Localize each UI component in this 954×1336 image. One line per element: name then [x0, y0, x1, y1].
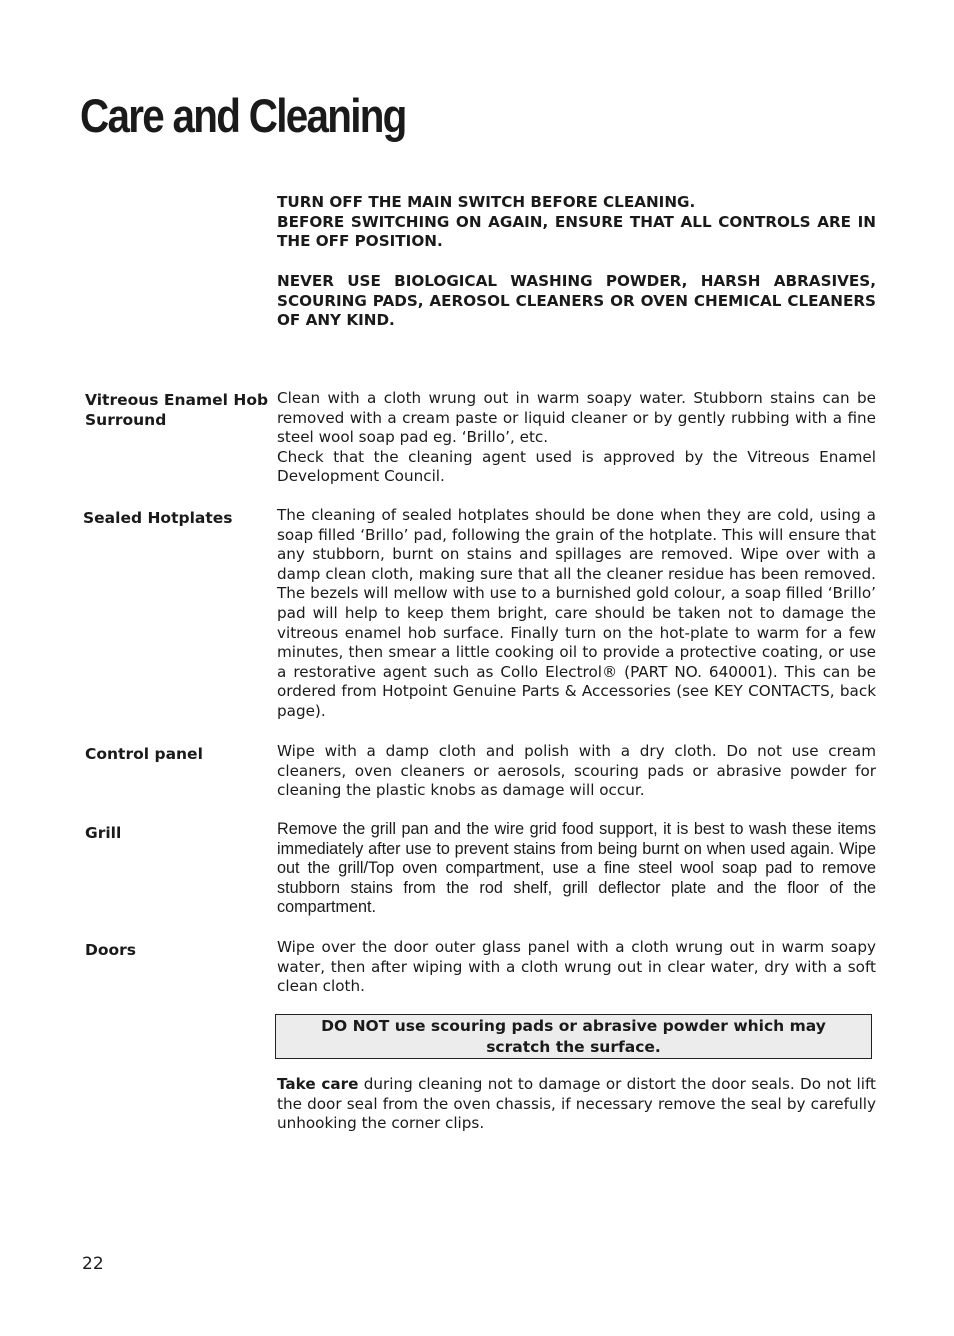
label-grill: Grill	[85, 824, 122, 842]
text-vitreous-enamel	[277, 389, 876, 487]
text-sealed-hotplates: The cleaning of sealed hotplates should be done when they are cold, using a soap filled ‘Brillo’ pad, following the grain of the hotplate. This will ensure that any stubborn, burnt on stains and spillages are removed. Wipe over with a damp clean cloth, making sure that all the cleaner residue has been removed. The bezels will mellow with use to a burnished gold colour, a soap filled ‘Brillo’ pad will help to keep them bright, care should be taken not to damage the vitreous enamel hob surface. Finally turn on the hot-plate to warm for a few minutes, then smear a little cooking oil to provide a protective coating, or use a restorative agent such as Collo Electrol® (PART NO. 640001). This can be ordered from Hotpoint Genuine Parts & Accessories (see KEY CONTACTS, back page).	[277, 506, 876, 720]
take-care-text: during cleaning not to damage or distort the door seals. Do not lift the door seal from the oven chassis, if necessary remove the seal by carefully unhooking the corner clips.	[277, 1075, 876, 1133]
warning-cleaners: NEVER USE BIOLOGICAL WASHING POWDER, HARSH ABRASIVES, SCOURING PADS, AEROSOL CLEANERS OR OVEN CHEMICAL CLEANERS OF ANY KIND.	[277, 271, 876, 330]
enamel-paragraph-1: Clean with a cloth wrung out in warm soapy water. Stubborn stains can be removed with a cream paste or liquid cleaner or by gently rubbing with a fine steel wool soap pad eg. ‘Brillo’, etc.	[277, 389, 876, 447]
text-doors: Wipe over the door outer glass panel with a cloth wrung out in warm soapy water, then after wiping with a cloth wrung out in clear water, dry with a soft clean cloth.	[277, 938, 876, 996]
doors-notice-text: DO NOT use scouring pads or abrasive powder which may scratch the surface.	[321, 1016, 826, 1056]
enamel-paragraph-2: Check that the cleaning agent used is approved by the Vitreous Enamel Development Council.	[277, 447, 876, 486]
doors-notice-box	[275, 1014, 872, 1059]
warning-main-switch: TURN OFF THE MAIN SWITCH BEFORE CLEANING.	[277, 193, 696, 211]
text-control-panel: Wipe with a damp cloth and polish with a dry cloth. Do not use cream cleaners, oven cleaners or aerosols, scouring pads or abrasive powder for cleaning the plastic knobs as damage will occur.	[277, 742, 876, 800]
text-grill: Remove the grill pan and the wire grid food support, it is best to wash these items immediately after use to prevent stains from being burnt on when used again. Wipe out the grill/Top oven compartment, use a fine steel wool soap pad to remove stubborn stains from the rod shelf, grill deflector plate and the floor of the compartment.	[277, 820, 876, 917]
label-vitreous-enamel: Vitreous Enamel Hob Surround	[85, 391, 269, 429]
page-number: 22	[82, 1254, 104, 1274]
warning-controls-off: BEFORE SWITCHING ON AGAIN, ENSURE THAT ALL CONTROLS ARE IN THE OFF POSITION.	[277, 212, 876, 251]
page-title: Care and Cleaning	[80, 89, 406, 142]
label-doors: Doors	[85, 941, 137, 959]
take-care-lead: Take care	[277, 1075, 359, 1093]
doors-take-care	[277, 1075, 876, 1134]
label-control-panel: Control panel	[85, 745, 203, 763]
safety-warnings	[277, 193, 876, 331]
label-sealed-hotplates: Sealed Hotplates	[83, 509, 233, 527]
